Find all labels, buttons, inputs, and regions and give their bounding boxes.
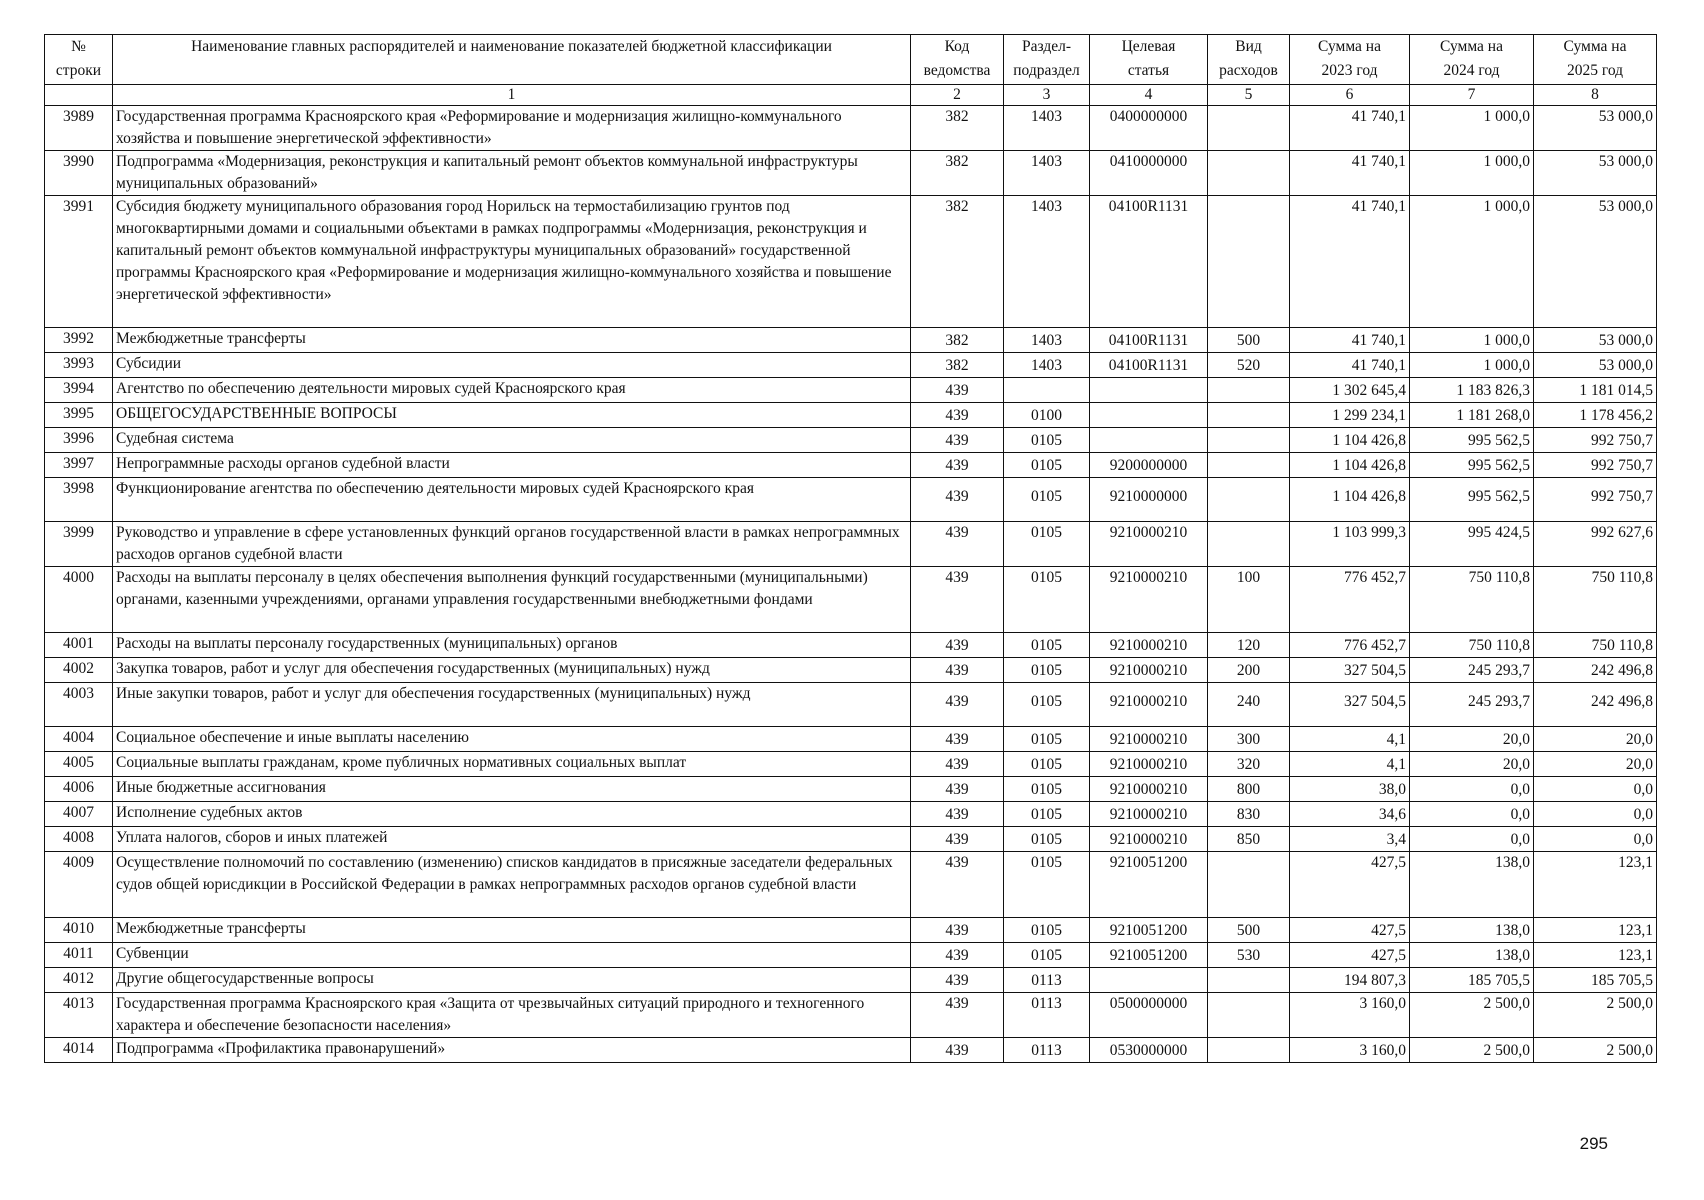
sum-2024: 0,0: [1410, 802, 1534, 827]
table-row: [45, 378, 1657, 403]
header-target-article: Целевая статья: [1090, 35, 1208, 85]
sum-2024: 1 000,0: [1410, 151, 1534, 196]
target-article: 0410000000: [1090, 151, 1208, 196]
row-name: Другие общегосударственные вопросы: [113, 968, 911, 993]
section-code: 0105: [1004, 522, 1090, 567]
row-name: Уплата налогов, сборов и иных платежей: [113, 827, 911, 852]
table-row: [45, 1038, 1657, 1063]
row-number: 4002: [45, 658, 113, 683]
expense-type: 300: [1208, 727, 1290, 752]
department-code: 439: [911, 567, 1004, 633]
table-row: [45, 918, 1657, 943]
table-row: [45, 827, 1657, 852]
page-number: 295: [1579, 1134, 1608, 1153]
sum-2024: 1 000,0: [1410, 353, 1534, 378]
sum-2024: 750 110,8: [1410, 633, 1534, 658]
row-number: 4007: [45, 802, 113, 827]
expense-type: [1208, 453, 1290, 478]
column-number: 4: [1090, 85, 1208, 106]
sum-2024: 138,0: [1410, 918, 1534, 943]
sum-2025: 242 496,8: [1534, 658, 1657, 683]
row-number: 3995: [45, 403, 113, 428]
sum-2024: 0,0: [1410, 827, 1534, 852]
sum-2023: 776 452,7: [1290, 633, 1410, 658]
sum-2024: 750 110,8: [1410, 567, 1534, 633]
expense-type: [1208, 968, 1290, 993]
document-page: [44, 34, 1657, 1063]
table-row: [45, 802, 1657, 827]
expense-type: [1208, 428, 1290, 453]
row-number: 4004: [45, 727, 113, 752]
row-name: Государственная программа Красноярского края «Защита от чрезвычайных ситуаций природного и техногенного характера и обеспечение безопасности населения»: [113, 993, 911, 1038]
section-code: 0105: [1004, 802, 1090, 827]
target-article: 9210000210: [1090, 777, 1208, 802]
sum-2025: 0,0: [1534, 777, 1657, 802]
row-name: Межбюджетные трансферты: [113, 328, 911, 353]
sum-2024: 1 000,0: [1410, 328, 1534, 353]
expense-type: [1208, 378, 1290, 403]
sum-2023: 1 103 999,3: [1290, 522, 1410, 567]
department-code: 439: [911, 683, 1004, 727]
sum-2024: 995 562,5: [1410, 478, 1534, 522]
department-code: 439: [911, 993, 1004, 1038]
sum-2025: 992 750,7: [1534, 453, 1657, 478]
header-section: Раздел-подраздел: [1004, 35, 1090, 85]
target-article: 9200000000: [1090, 453, 1208, 478]
sum-2025: 1 178 456,2: [1534, 403, 1657, 428]
target-article: 9210000210: [1090, 633, 1208, 658]
section-code: 0105: [1004, 428, 1090, 453]
row-number: 3998: [45, 478, 113, 522]
expense-type: [1208, 151, 1290, 196]
sum-2024: 245 293,7: [1410, 683, 1534, 727]
department-code: 439: [911, 378, 1004, 403]
table-row: [45, 453, 1657, 478]
row-name: Межбюджетные трансферты: [113, 918, 911, 943]
sum-2025: 53 000,0: [1534, 151, 1657, 196]
column-number: 1: [113, 85, 911, 106]
section-code: 1403: [1004, 328, 1090, 353]
table-row: [45, 522, 1657, 567]
sum-2024: 1 181 268,0: [1410, 403, 1534, 428]
department-code: 439: [911, 802, 1004, 827]
row-number: 3992: [45, 328, 113, 353]
section-code: 0113: [1004, 968, 1090, 993]
section-code: 0105: [1004, 453, 1090, 478]
expense-type: [1208, 1038, 1290, 1063]
row-name: Подпрограмма «Модернизация, реконструкция и капитальный ремонт объектов коммунальной инфраструктуры муниципальных образований»: [113, 151, 911, 196]
target-article: [1090, 403, 1208, 428]
row-number: 3999: [45, 522, 113, 567]
row-number: 4014: [45, 1038, 113, 1063]
sum-2024: 995 562,5: [1410, 428, 1534, 453]
row-number: 4005: [45, 752, 113, 777]
department-code: 439: [911, 918, 1004, 943]
sum-2023: 41 740,1: [1290, 353, 1410, 378]
expense-type: [1208, 478, 1290, 522]
expense-type: [1208, 993, 1290, 1038]
column-number: 5: [1208, 85, 1290, 106]
column-number: 8: [1534, 85, 1657, 106]
column-number-row: [45, 85, 1657, 106]
column-number: 2: [911, 85, 1004, 106]
row-name: Социальные выплаты гражданам, кроме публичных нормативных социальных выплат: [113, 752, 911, 777]
sum-2024: 995 562,5: [1410, 453, 1534, 478]
sum-2023: 41 740,1: [1290, 151, 1410, 196]
table-row: [45, 852, 1657, 918]
expense-type: 500: [1208, 918, 1290, 943]
table-row: [45, 752, 1657, 777]
expense-type: 100: [1208, 567, 1290, 633]
sum-2025: 123,1: [1534, 918, 1657, 943]
sum-2025: 53 000,0: [1534, 196, 1657, 328]
header-sum-2024: Сумма на 2024 год: [1410, 35, 1534, 85]
target-article: 9210051200: [1090, 943, 1208, 968]
department-code: 439: [911, 943, 1004, 968]
department-code: 439: [911, 852, 1004, 918]
section-code: 0105: [1004, 943, 1090, 968]
sum-2025: 20,0: [1534, 727, 1657, 752]
section-code: 0105: [1004, 752, 1090, 777]
row-number: 4013: [45, 993, 113, 1038]
department-code: 439: [911, 1038, 1004, 1063]
department-code: 439: [911, 752, 1004, 777]
department-code: 382: [911, 353, 1004, 378]
row-number: 4010: [45, 918, 113, 943]
section-code: 0105: [1004, 827, 1090, 852]
section-code: 0100: [1004, 403, 1090, 428]
sum-2023: 427,5: [1290, 852, 1410, 918]
row-number: 3994: [45, 378, 113, 403]
department-code: 439: [911, 658, 1004, 683]
sum-2025: 242 496,8: [1534, 683, 1657, 727]
row-name: Агентство по обеспечению деятельности мировых судей Красноярского края: [113, 378, 911, 403]
section-code: 0105: [1004, 727, 1090, 752]
sum-2025: 2 500,0: [1534, 1038, 1657, 1063]
department-code: 439: [911, 453, 1004, 478]
target-article: 9210000210: [1090, 727, 1208, 752]
sum-2023: 1 104 426,8: [1290, 478, 1410, 522]
sum-2025: 992 750,7: [1534, 478, 1657, 522]
sum-2025: 53 000,0: [1534, 328, 1657, 353]
expense-type: [1208, 522, 1290, 567]
row-number: 4001: [45, 633, 113, 658]
table-row: [45, 403, 1657, 428]
sum-2023: 4,1: [1290, 727, 1410, 752]
section-code: 0105: [1004, 777, 1090, 802]
row-name: Социальное обеспечение и иные выплаты населению: [113, 727, 911, 752]
sum-2025: 185 705,5: [1534, 968, 1657, 993]
target-article: 9210000210: [1090, 802, 1208, 827]
sum-2025: 123,1: [1534, 852, 1657, 918]
section-code: 0113: [1004, 993, 1090, 1038]
department-code: 439: [911, 478, 1004, 522]
sum-2023: 3 160,0: [1290, 1038, 1410, 1063]
header-sum-2023: Сумма на 2023 год: [1290, 35, 1410, 85]
row-name: Иные закупки товаров, работ и услуг для обеспечения государственных (муниципальных) нужд: [113, 683, 911, 727]
sum-2023: 1 299 234,1: [1290, 403, 1410, 428]
target-article: 9210000210: [1090, 567, 1208, 633]
target-article: 9210000210: [1090, 683, 1208, 727]
table-row: [45, 478, 1657, 522]
expense-type: 830: [1208, 802, 1290, 827]
sum-2023: 776 452,7: [1290, 567, 1410, 633]
section-code: 1403: [1004, 196, 1090, 328]
sum-2023: 41 740,1: [1290, 196, 1410, 328]
budget-table: [44, 34, 1657, 1063]
target-article: 0530000000: [1090, 1038, 1208, 1063]
sum-2024: 20,0: [1410, 727, 1534, 752]
table-row: [45, 106, 1657, 151]
table-row: [45, 727, 1657, 752]
department-code: 439: [911, 522, 1004, 567]
target-article: 04100R1131: [1090, 328, 1208, 353]
sum-2023: 3,4: [1290, 827, 1410, 852]
target-article: 04100R1131: [1090, 196, 1208, 328]
row-number: 4000: [45, 567, 113, 633]
sum-2025: 53 000,0: [1534, 353, 1657, 378]
sum-2024: 995 424,5: [1410, 522, 1534, 567]
target-article: 9210000210: [1090, 827, 1208, 852]
expense-type: 120: [1208, 633, 1290, 658]
sum-2025: 750 110,8: [1534, 567, 1657, 633]
row-number: 4011: [45, 943, 113, 968]
expense-type: 500: [1208, 328, 1290, 353]
department-code: 439: [911, 428, 1004, 453]
sum-2023: 1 104 426,8: [1290, 428, 1410, 453]
sum-2025: 0,0: [1534, 802, 1657, 827]
sum-2024: 1 183 826,3: [1410, 378, 1534, 403]
row-number: 3996: [45, 428, 113, 453]
row-name: Субсидии: [113, 353, 911, 378]
sum-2023: 34,6: [1290, 802, 1410, 827]
row-number: 4008: [45, 827, 113, 852]
section-code: 0105: [1004, 683, 1090, 727]
sum-2023: 327 504,5: [1290, 658, 1410, 683]
department-code: 439: [911, 827, 1004, 852]
row-name: Осуществление полномочий по составлению (изменению) списков кандидатов в присяжные заседатели федеральных судов общей юрисдикции в Российской Федерации в рамках непрограммных расходов органов судебной власти: [113, 852, 911, 918]
section-code: 0105: [1004, 658, 1090, 683]
table-row: [45, 353, 1657, 378]
header-sum-2025: Сумма на 2025 год: [1534, 35, 1657, 85]
target-article: [1090, 428, 1208, 453]
row-name: Руководство и управление в сфере установленных функций органов государственной власти в рамках непрограммных расходов органов судебной власти: [113, 522, 911, 567]
sum-2023: 327 504,5: [1290, 683, 1410, 727]
department-code: 439: [911, 403, 1004, 428]
sum-2023: 3 160,0: [1290, 993, 1410, 1038]
column-number: 6: [1290, 85, 1410, 106]
header-row-number: № строки: [45, 35, 113, 85]
department-code: 382: [911, 328, 1004, 353]
expense-type: 520: [1208, 353, 1290, 378]
section-code: 1403: [1004, 353, 1090, 378]
expense-type: [1208, 403, 1290, 428]
column-number: 7: [1410, 85, 1534, 106]
row-name: Функционирование агентства по обеспечению деятельности мировых судей Красноярского края: [113, 478, 911, 522]
row-number: 4006: [45, 777, 113, 802]
table-row: [45, 658, 1657, 683]
sum-2023: 1 104 426,8: [1290, 453, 1410, 478]
target-article: [1090, 378, 1208, 403]
sum-2025: 123,1: [1534, 943, 1657, 968]
section-code: 0105: [1004, 567, 1090, 633]
table-body: [45, 106, 1657, 1063]
sum-2023: 1 302 645,4: [1290, 378, 1410, 403]
sum-2023: 194 807,3: [1290, 968, 1410, 993]
row-number: 3993: [45, 353, 113, 378]
section-code: [1004, 378, 1090, 403]
expense-type: 320: [1208, 752, 1290, 777]
target-article: 0400000000: [1090, 106, 1208, 151]
row-number: 3989: [45, 106, 113, 151]
row-number: 4012: [45, 968, 113, 993]
sum-2024: 2 500,0: [1410, 993, 1534, 1038]
department-code: 439: [911, 633, 1004, 658]
row-number: 4003: [45, 683, 113, 727]
header-name: Наименование главных распорядителей и наименование показателей бюджетной классификации: [113, 35, 911, 85]
table-row: [45, 993, 1657, 1038]
row-number: 3997: [45, 453, 113, 478]
expense-type: 800: [1208, 777, 1290, 802]
department-code: 439: [911, 777, 1004, 802]
target-article: 9210000000: [1090, 478, 1208, 522]
table-row: [45, 196, 1657, 328]
sum-2024: 1 000,0: [1410, 106, 1534, 151]
sum-2024: 20,0: [1410, 752, 1534, 777]
header-expense-type: Вид расходов: [1208, 35, 1290, 85]
row-name: Исполнение судебных актов: [113, 802, 911, 827]
department-code: 382: [911, 196, 1004, 328]
target-article: 0500000000: [1090, 993, 1208, 1038]
sum-2023: 4,1: [1290, 752, 1410, 777]
sum-2025: 1 181 014,5: [1534, 378, 1657, 403]
sum-2024: 138,0: [1410, 943, 1534, 968]
sum-2023: 41 740,1: [1290, 328, 1410, 353]
row-name: Непрограммные расходы органов судебной власти: [113, 453, 911, 478]
expense-type: 850: [1208, 827, 1290, 852]
expense-type: 240: [1208, 683, 1290, 727]
row-name: Субвенции: [113, 943, 911, 968]
header-row: [45, 35, 1657, 85]
target-article: 9210051200: [1090, 918, 1208, 943]
row-number: 4009: [45, 852, 113, 918]
table-row: [45, 428, 1657, 453]
table-row: [45, 968, 1657, 993]
sum-2025: 2 500,0: [1534, 993, 1657, 1038]
sum-2024: 0,0: [1410, 777, 1534, 802]
row-name: Расходы на выплаты персоналу в целях обеспечения выполнения функций государственными (муниципальными) органами, казенными учреждениями, органами управления государственными внебюджетными фондами: [113, 567, 911, 633]
sum-2023: 41 740,1: [1290, 106, 1410, 151]
sum-2024: 138,0: [1410, 852, 1534, 918]
table-row: [45, 151, 1657, 196]
sum-2024: 2 500,0: [1410, 1038, 1534, 1063]
table-row: [45, 777, 1657, 802]
sum-2023: 427,5: [1290, 943, 1410, 968]
section-code: 1403: [1004, 106, 1090, 151]
column-number: [45, 85, 113, 106]
section-code: 0105: [1004, 852, 1090, 918]
target-article: [1090, 968, 1208, 993]
target-article: 9210000210: [1090, 658, 1208, 683]
sum-2024: 185 705,5: [1410, 968, 1534, 993]
expense-type: [1208, 852, 1290, 918]
expense-type: [1208, 196, 1290, 328]
section-code: 1403: [1004, 151, 1090, 196]
table-row: [45, 633, 1657, 658]
section-code: 0105: [1004, 633, 1090, 658]
sum-2025: 20,0: [1534, 752, 1657, 777]
section-code: 0105: [1004, 918, 1090, 943]
department-code: 382: [911, 151, 1004, 196]
department-code: 439: [911, 727, 1004, 752]
row-name: Иные бюджетные ассигнования: [113, 777, 911, 802]
sum-2023: 38,0: [1290, 777, 1410, 802]
sum-2024: 245 293,7: [1410, 658, 1534, 683]
row-name: Подпрограмма «Профилактика правонарушений»: [113, 1038, 911, 1063]
row-name: Судебная система: [113, 428, 911, 453]
target-article: 9210051200: [1090, 852, 1208, 918]
column-number: 3: [1004, 85, 1090, 106]
table-row: [45, 328, 1657, 353]
row-name: Закупка товаров, работ и услуг для обеспечения государственных (муниципальных) нужд: [113, 658, 911, 683]
row-name: Государственная программа Красноярского края «Реформирование и модернизация жилищно-коммунального хозяйства и повышение энергетической эффективности»: [113, 106, 911, 151]
sum-2025: 750 110,8: [1534, 633, 1657, 658]
row-number: 3990: [45, 151, 113, 196]
target-article: 04100R1131: [1090, 353, 1208, 378]
department-code: 382: [911, 106, 1004, 151]
expense-type: [1208, 106, 1290, 151]
row-name: ОБЩЕГОСУДАРСТВЕННЫЕ ВОПРОСЫ: [113, 403, 911, 428]
sum-2025: 0,0: [1534, 827, 1657, 852]
sum-2025: 992 627,6: [1534, 522, 1657, 567]
table-row: [45, 943, 1657, 968]
expense-type: 530: [1208, 943, 1290, 968]
row-name: Субсидия бюджету муниципального образования город Норильск на термостабилизацию грунтов под многоквартирными домами и социальными объектами в рамках подпрограммы «Модернизация, реконструкция и капитальный ремонт объектов коммунальной инфраструктуры муниципальных образований» государственной программы Красноярского края «Реформирование и модернизация жилищно-коммунального хозяйства и повышение энергетической эффективности»: [113, 196, 911, 328]
row-number: 3991: [45, 196, 113, 328]
header-department-code: Код ведомства: [911, 35, 1004, 85]
target-article: 9210000210: [1090, 752, 1208, 777]
sum-2025: 53 000,0: [1534, 106, 1657, 151]
sum-2023: 427,5: [1290, 918, 1410, 943]
expense-type: 200: [1208, 658, 1290, 683]
sum-2025: 992 750,7: [1534, 428, 1657, 453]
department-code: 439: [911, 968, 1004, 993]
table-row: [45, 567, 1657, 633]
sum-2024: 1 000,0: [1410, 196, 1534, 328]
section-code: 0113: [1004, 1038, 1090, 1063]
row-name: Расходы на выплаты персоналу государственных (муниципальных) органов: [113, 633, 911, 658]
target-article: 9210000210: [1090, 522, 1208, 567]
section-code: 0105: [1004, 478, 1090, 522]
table-row: [45, 683, 1657, 727]
